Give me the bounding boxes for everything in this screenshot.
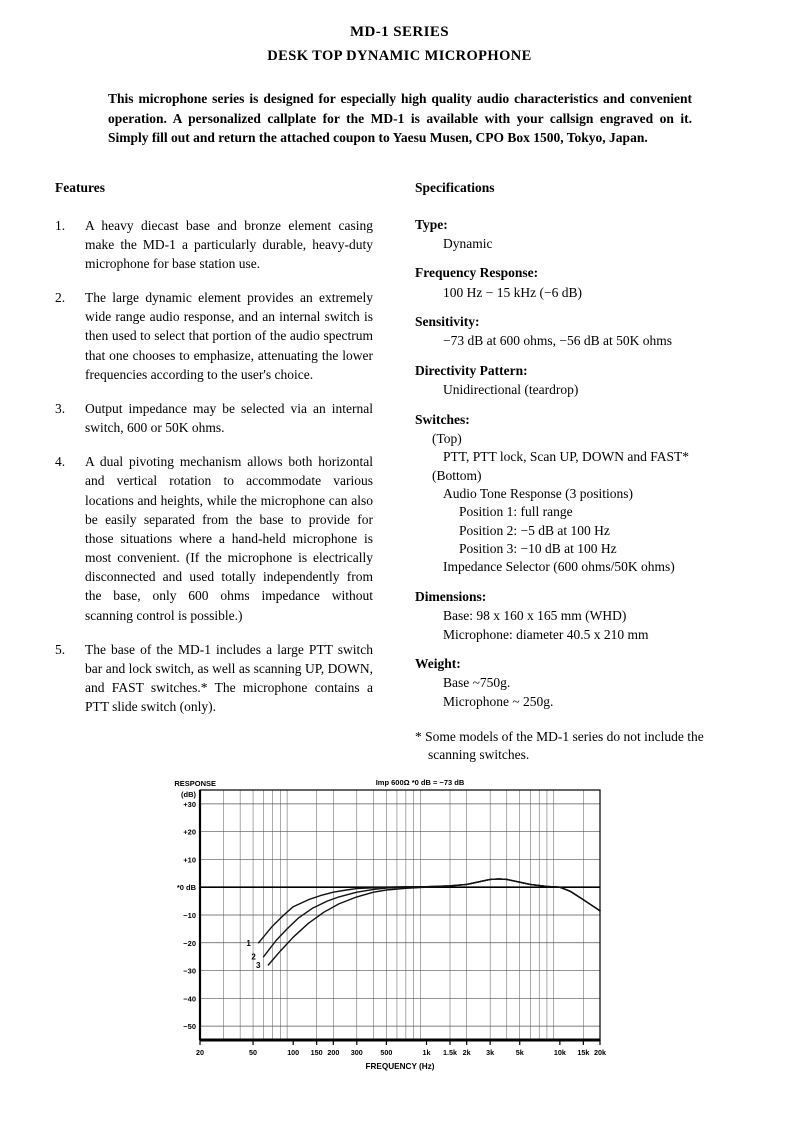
svg-text:20k: 20k: [594, 1048, 606, 1058]
specifications-column: [415, 180, 744, 765]
svg-text:500: 500: [380, 1048, 393, 1058]
svg-text:50: 50: [249, 1048, 258, 1058]
svg-text:−50: −50: [183, 1022, 196, 1032]
two-column-body: [55, 180, 744, 765]
svg-text:−30: −30: [183, 966, 196, 976]
svg-text:100: 100: [287, 1048, 300, 1058]
spec-value-line: Base: 98 x 160 x 165 mm (WHD): [443, 608, 627, 624]
feature-item: [55, 399, 373, 437]
spec-value-line: Impedance Selector (600 ohms/50K ohms): [443, 559, 675, 575]
spec-value-line: (Top): [432, 430, 462, 446]
specifications-heading: Specifications: [415, 179, 495, 195]
spec-value-line: (Bottom): [432, 467, 482, 483]
feature-number: 5.: [55, 641, 66, 657]
svg-text:(dB): (dB): [181, 790, 196, 800]
feature-item: [55, 452, 373, 624]
svg-text:−10: −10: [183, 911, 196, 921]
features-column: [55, 180, 373, 765]
spec-value-line: Microphone: diameter 40.5 x 210 mm: [443, 626, 649, 642]
spec-entry: [415, 362, 744, 400]
svg-text:1.5k: 1.5k: [443, 1048, 458, 1058]
svg-text:FREQUENCY (Hz): FREQUENCY (Hz): [365, 1062, 435, 1072]
feature-text: The base of the MD-1 includes a large PTT switch bar and lock switch, as well as scanning UP, DOWN, and FAST switches.* The microphone contains a PTT slide switch (only).: [85, 641, 373, 715]
spec-entry: [415, 216, 744, 254]
svg-text:15k: 15k: [577, 1048, 590, 1058]
spec-label: Dimensions:: [415, 588, 487, 604]
svg-text:1k: 1k: [422, 1048, 431, 1058]
specs-list: [415, 216, 744, 711]
svg-text:*0 dB: *0 dB: [176, 883, 196, 893]
spec-value-line: Position 2: −5 dB at 100 Hz: [459, 522, 610, 538]
feature-item: [55, 216, 373, 273]
spec-label: Frequency Response:: [415, 265, 539, 281]
spec-label: Directivity Pattern:: [415, 362, 528, 378]
page-subtitle: DESK TOP DYNAMIC MICROPHONE: [267, 48, 532, 64]
feature-item: [55, 640, 373, 717]
svg-text:1: 1: [246, 939, 251, 949]
spec-entry: [415, 655, 744, 711]
svg-text:+10: +10: [183, 855, 196, 865]
frequency-response-chart: [155, 776, 744, 1081]
spec-value-line: PTT, PTT lock, Scan UP, DOWN and FAST*: [443, 449, 689, 465]
spec-value-line: Base ~750g.: [443, 675, 511, 691]
spec-entry: [415, 411, 744, 577]
svg-text:150: 150: [310, 1048, 323, 1058]
svg-text:2k: 2k: [462, 1048, 471, 1058]
spec-entry: [415, 313, 744, 351]
feature-text: A heavy diecast base and bronze element casing make the MD-1 a particularly durable, heavy-duty microphone for base station use.: [85, 217, 373, 271]
spec-value-line: Position 1: full range: [459, 504, 573, 520]
svg-text:2: 2: [251, 953, 256, 963]
footnote: * Some models of the MD-1 series do not include the scanning switches.: [415, 728, 704, 763]
spec-label: Switches:: [415, 411, 470, 427]
spec-value-line: Unidirectional (teardrop): [443, 382, 579, 398]
spec-entry: [415, 588, 744, 644]
svg-text:Imp 600Ω *0 dB = −73 dB: Imp 600Ω *0 dB = −73 dB: [375, 778, 465, 788]
feature-number: 1.: [55, 217, 66, 233]
chart-svg: [155, 776, 635, 1076]
spec-label: Type:: [415, 216, 448, 232]
feature-text: A dual pivoting mechanism allows both horizontal and vertical rotation to accommodate various locations and heights, while the microphone can also be easily separated from the base to provide for those situations where a hand-held microphone is most convenient. (If the microphone is electrically disconnected and used totally independently from the base, only 600 ohms impedance without scanning control is possible.): [85, 454, 373, 623]
svg-text:+20: +20: [183, 828, 196, 838]
svg-text:RESPONSE: RESPONSE: [174, 779, 216, 789]
features-heading: Features: [55, 179, 105, 195]
spec-value-line: Microphone ~ 250g.: [443, 693, 554, 709]
feature-text: Output impedance may be selected via an internal switch, 600 or 50K ohms.: [85, 400, 373, 436]
spec-value-line: Dynamic: [443, 236, 493, 252]
spec-label: Weight:: [415, 655, 461, 671]
feature-number: 3.: [55, 400, 66, 416]
svg-text:−40: −40: [183, 994, 196, 1004]
spec-value-line: Audio Tone Response (3 positions): [443, 486, 634, 501]
page-title: MD-1 SERIES: [350, 24, 449, 40]
svg-text:200: 200: [327, 1048, 340, 1058]
spec-value-line: 100 Hz − 15 kHz (−6 dB): [443, 284, 582, 300]
svg-text:20: 20: [196, 1048, 204, 1058]
svg-text:5k: 5k: [515, 1048, 524, 1058]
feature-number: 4.: [55, 454, 66, 470]
intro-paragraph: This microphone series is designed for especially high quality audio characteristics and convenient operation. A personalized callplate for the MD-1 is available with your callsign engraved on it. Simply fill out and return the attached coupon to Yaesu Musen, CPO Box 1500, Tokyo, Japan.: [108, 91, 692, 146]
spec-value-line: Position 3: −10 dB at 100 Hz: [459, 541, 617, 557]
features-list: [55, 216, 373, 717]
svg-text:10k: 10k: [553, 1048, 566, 1058]
svg-text:−20: −20: [183, 939, 196, 949]
svg-text:+30: +30: [183, 800, 196, 810]
spec-value-line: −73 dB at 600 ohms, −56 dB at 50K ohms: [443, 333, 672, 349]
spec-entry: [415, 264, 744, 302]
svg-text:3k: 3k: [486, 1048, 495, 1058]
svg-text:3: 3: [256, 961, 261, 971]
feature-text: The large dynamic element provides an extremely wide range audio response, and an internal switch is then used to select that portion of the audio spectrum that one chooses to emphasize, attenuating the lower frequencies according to the user's choice.: [85, 290, 373, 382]
feature-item: [55, 288, 373, 384]
feature-number: 2.: [55, 290, 66, 306]
svg-text:300: 300: [350, 1048, 363, 1058]
spec-label: Sensitivity:: [415, 314, 480, 330]
